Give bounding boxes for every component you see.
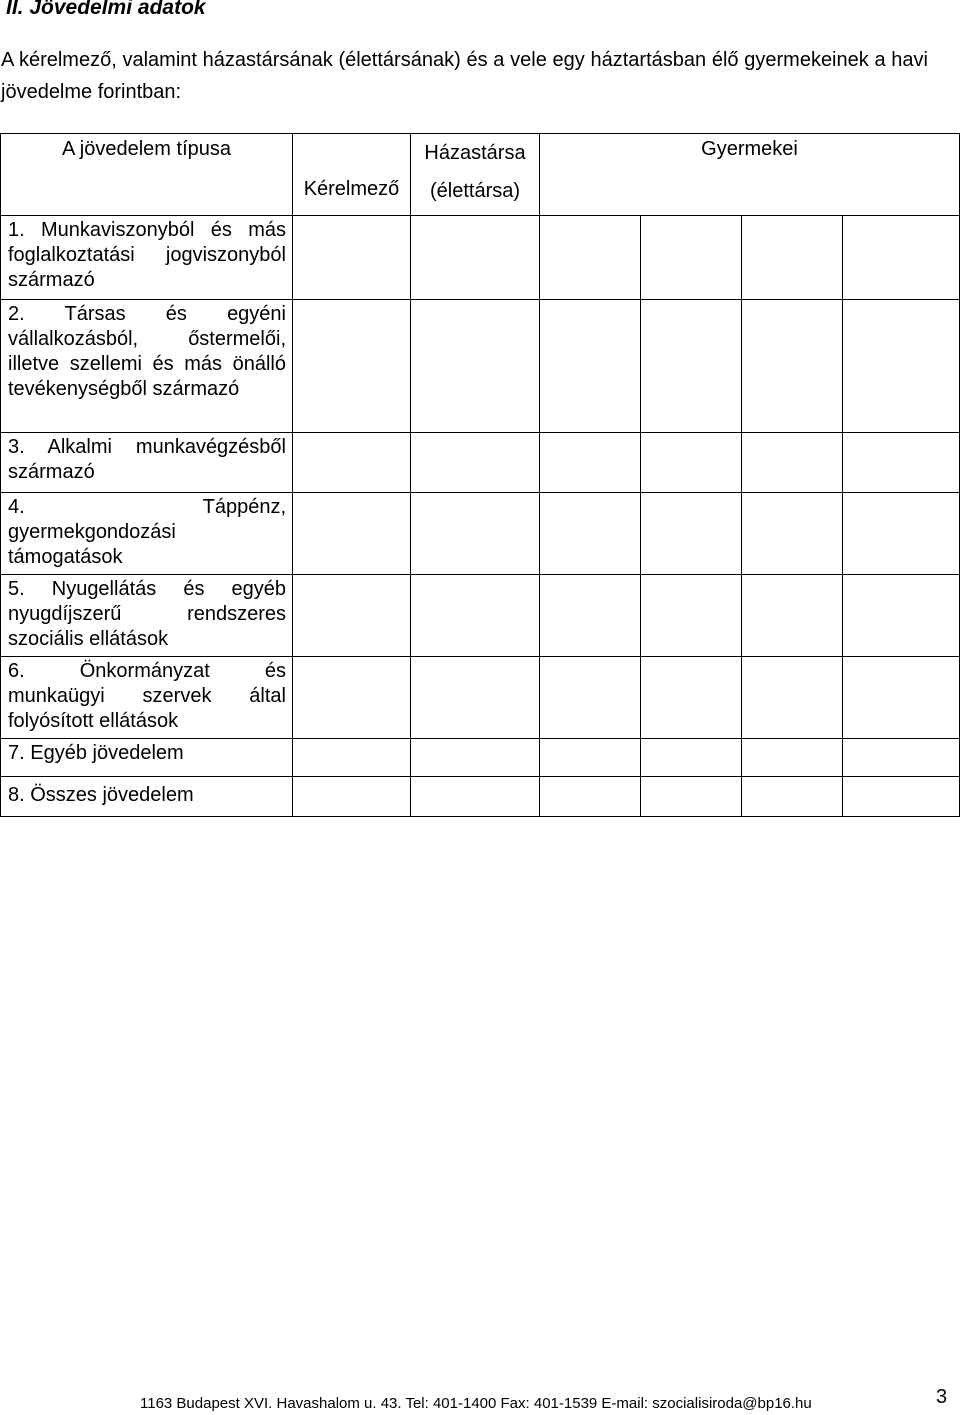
income-table	[0, 133, 960, 817]
footer-contact: 1163 Budapest XVI. Havashalom u. 43. Tel: 401-1400 Fax: 401-1539 E-mail: szocialisiroda@bp16.hu	[140, 1395, 812, 1412]
cell-applicant[interactable]	[293, 493, 411, 575]
cell-applicant[interactable]	[293, 433, 411, 493]
cell-child-3[interactable]	[742, 739, 843, 777]
table-row	[1, 216, 960, 300]
cell-spouse[interactable]	[411, 657, 540, 739]
header-income-type: A jövedelem típusa	[1, 134, 293, 216]
row-label-total-income: 8. Összes jövedelem	[1, 777, 293, 817]
header-spouse-line2: (élettársa)	[429, 180, 521, 202]
row-label-sick-pay: 4. Táppénz, gyermekgondozási támogatások	[1, 493, 293, 575]
cell-child-3[interactable]	[742, 216, 843, 300]
cell-child-3[interactable]	[742, 433, 843, 493]
cell-spouse[interactable]	[411, 300, 540, 433]
cell-child-2[interactable]	[641, 575, 742, 657]
cell-applicant[interactable]	[293, 777, 411, 817]
section-title: II. Jövedelmi adatok	[6, 0, 206, 19]
cell-child-2[interactable]	[641, 657, 742, 739]
header-children: Gyermekei	[540, 134, 960, 216]
cell-applicant[interactable]	[293, 300, 411, 433]
cell-applicant[interactable]	[293, 657, 411, 739]
intro-text: A kérelmező, valamint házastársának (élettársának) és a vele egy háztartásban élő gyermekeinek a havi jövedelme forintban:	[1, 49, 928, 103]
cell-child-2[interactable]	[641, 300, 742, 433]
cell-child-1[interactable]	[540, 433, 641, 493]
cell-applicant[interactable]	[293, 739, 411, 777]
cell-child-1[interactable]	[540, 657, 641, 739]
table-row	[1, 575, 960, 657]
cell-child-3[interactable]	[742, 657, 843, 739]
table-row	[1, 300, 960, 433]
table-row	[1, 739, 960, 777]
table-header-row	[1, 134, 960, 216]
page-number: 3	[936, 1386, 948, 1408]
cell-spouse[interactable]	[411, 433, 540, 493]
cell-child-3[interactable]	[742, 300, 843, 433]
cell-applicant[interactable]	[293, 216, 411, 300]
cell-child-2[interactable]	[641, 493, 742, 575]
cell-child-2[interactable]	[641, 777, 742, 817]
cell-spouse[interactable]	[411, 493, 540, 575]
cell-child-3[interactable]	[742, 493, 843, 575]
cell-applicant[interactable]	[293, 575, 411, 657]
row-label-municipal-benefits: 6. Önkormányzat és munkaügyi szervek által folyósított ellátások	[1, 657, 293, 739]
cell-child-2[interactable]	[641, 216, 742, 300]
cell-child-3[interactable]	[742, 575, 843, 657]
table-row	[1, 657, 960, 739]
table-row	[1, 433, 960, 493]
cell-child-3[interactable]	[742, 777, 843, 817]
header-spouse	[411, 134, 540, 216]
table-row	[1, 493, 960, 575]
cell-child-4[interactable]	[843, 300, 960, 433]
cell-child-4[interactable]	[843, 739, 960, 777]
cell-child-1[interactable]	[540, 575, 641, 657]
header-spouse-line1: Házastársa	[424, 142, 526, 164]
cell-child-2[interactable]	[641, 739, 742, 777]
cell-child-4[interactable]	[843, 433, 960, 493]
row-label-employment: 1. Munkaviszonyból és más foglalkoztatási jogviszonyból származó	[1, 216, 293, 300]
cell-child-4[interactable]	[843, 493, 960, 575]
cell-child-1[interactable]	[540, 777, 641, 817]
cell-child-2[interactable]	[641, 433, 742, 493]
cell-spouse[interactable]	[411, 575, 540, 657]
cell-child-1[interactable]	[540, 216, 641, 300]
cell-child-1[interactable]	[540, 300, 641, 433]
row-label-pension: 5. Nyugellátás és egyéb nyugdíjszerű rendszeres szociális ellátások	[1, 575, 293, 657]
cell-child-4[interactable]	[843, 216, 960, 300]
table-row-total	[1, 777, 960, 817]
cell-child-4[interactable]	[843, 657, 960, 739]
row-label-enterprise: 2. Társas és egyéni vállalkozásból, őstermelői, illetve szellemi és más önálló tevékenységből származó	[1, 300, 293, 433]
cell-spouse[interactable]	[411, 216, 540, 300]
header-applicant: Kérelmező	[293, 134, 411, 216]
cell-spouse[interactable]	[411, 739, 540, 777]
cell-child-1[interactable]	[540, 493, 641, 575]
cell-child-1[interactable]	[540, 739, 641, 777]
cell-spouse[interactable]	[411, 777, 540, 817]
row-label-other-income: 7. Egyéb jövedelem	[1, 739, 293, 777]
row-label-casual-work: 3. Alkalmi munkavégzésből származó	[1, 433, 293, 493]
cell-child-4[interactable]	[843, 575, 960, 657]
cell-child-4[interactable]	[843, 777, 960, 817]
